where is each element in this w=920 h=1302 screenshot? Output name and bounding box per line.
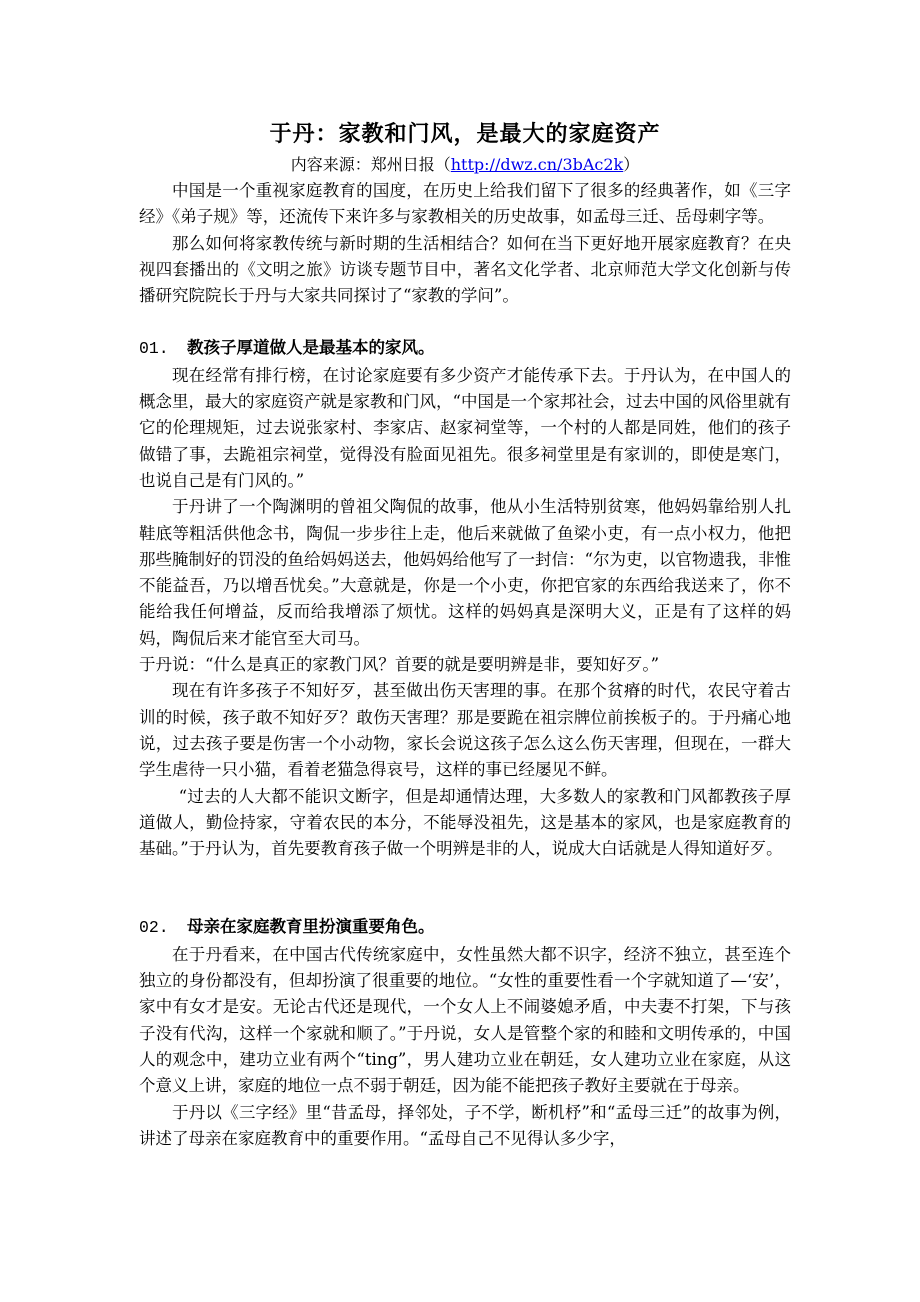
section-1-paragraph-3: 于丹说：“什么是真正的家教门风？首要的就是要明辨是非，要知好歹。”	[139, 655, 660, 675]
section-1-heading	[139, 335, 791, 362]
intro-paragraph-1: 中国是一个重视家庭教育的国度，在历史上给我们留下了很多的经典著作，如《三字经》《弟子规》等，还流传下来许多与家教相关的历史故事，如孟母三迁、岳母刺字等。	[139, 181, 791, 227]
section-1-paragraph-2: 于丹讲了一个陶渊明的曾祖父陶侃的故事，他从小生活特别贫寒，他妈妈靠给别人扎鞋底等粗活供他念书，陶侃一步步往上走，他后来就做了鱼梁小吏，有一点小权力，他把那些腌制好的罚没的鱼给妈妈送去，他妈妈给他写了一封信：“尔为吏，以官物遗我，非惟不能益吾，乃以增吾忧矣。”大意就是，你是一个小吏，你把官家的东西给我送来了，你不能给我任何增益，反而给我增添了烦忧。这样的妈妈真是深明大义，正是有了这样的妈妈，陶侃后来才能官至大司马。	[139, 497, 791, 648]
source-line	[139, 152, 791, 178]
section-1-paragraph-5: “过去的人大都不能识文断字，但是却通情达理，大多数人的家教和门风都教孩子厚道做人，勤俭持家，守着农民的本分，不能辱没祖先，这是基本的家风，也是家庭教育的基础。”于丹认为，首先要教育孩子做一个明辨是非的人，说成大白话就是人得知道好歹。	[139, 786, 791, 859]
section-2-paragraph-1: 在于丹看来，在中国古代传统家庭中，女性虽然大都不识字，经济不独立，甚至连个独立的身份都没有，但却扮演了很重要的地位。“女性的重要性看一个字就知道了—‘安’，家中有女才是安。无论古代还是现代，一个女人上不闹婆媳矛盾，中夫妻不打架，下与孩子没有代沟，这样一个家就和顺了。”于丹说，女人是管整个家的和睦和文明传承的，中国人的观念中，建功立业有两个“ting”，男人建功立业在朝廷，女人建功立业在家庭，从这个意义上讲，家庭的地位一点不弱于朝廷，因为能不能把孩子教好主要就在于母亲。	[139, 944, 791, 1096]
section-1-paragraph-1: 现在经常有排行榜，在讨论家庭要有多少资产才能传承下去。于丹认为，在中国人的概念里，最大的家庭资产就是家教和门风，“中国是一个家邦社会，过去中国的风俗里就有它的伦理规矩，过去说张家村、李家店、赵家祠堂等，一个村的人都是同姓，他们的孩子做错了事，去跪祖宗祠堂，觉得没有脸面见祖先。很多祠堂里是有家训的，即使是寒门，也说自己是有门风的。”	[139, 365, 791, 490]
section-2-number: 02.	[139, 918, 169, 938]
section-2-heading	[139, 914, 791, 941]
section-1-title: 教孩子厚道做人是最基本的家风。	[187, 338, 435, 358]
article-title: 于丹：家教和门风，是最大的家庭资产	[269, 122, 661, 147]
intro-paragraph-2: 那么如何将家教传统与新时期的生活相结合？如何在当下更好地开展家庭教育？在央视四套播出的《文明之旅》访谈专题节目中，著名文化学者、北京师范大学文化创新与传播研究院院长于丹与大家共同探讨了“家教的学问”。	[139, 233, 791, 306]
source-link[interactable]: http://dwz.cn/3bAc2k	[450, 155, 624, 174]
section-1-number: 01.	[139, 339, 169, 359]
source-prefix: 内容来源：郑州日报（	[290, 155, 451, 174]
spacer	[139, 309, 791, 335]
section-1-paragraph-4: 现在有许多孩子不知好歹，甚至做出伤天害理的事。在那个贫瘠的时代，农民守着古训的时候，孩子敢不知好歹？敢伤天害理？那是要跪在祖宗牌位前挨板子的。于丹痛心地说，过去孩子要是伤害一个小动物，家长会说这孩子怎么这么伤天害理，但现在，一群大学生虐待一只小猫，看着老猫急得哀号，这样的事已经屡见不鲜。	[139, 681, 791, 780]
document-page	[139, 118, 791, 1152]
source-suffix: ）	[623, 155, 640, 174]
spacer	[139, 862, 791, 914]
section-2-title: 母亲在家庭教育里扮演重要角色。	[187, 917, 435, 937]
section-2-paragraph-2: 于丹以《三字经》里“昔孟母，择邻处，子不学，断机杼”和“孟母三迁”的故事为例，讲述了母亲在家庭教育中的重要作用。“孟母自己不见得认多少字，	[139, 1102, 791, 1148]
